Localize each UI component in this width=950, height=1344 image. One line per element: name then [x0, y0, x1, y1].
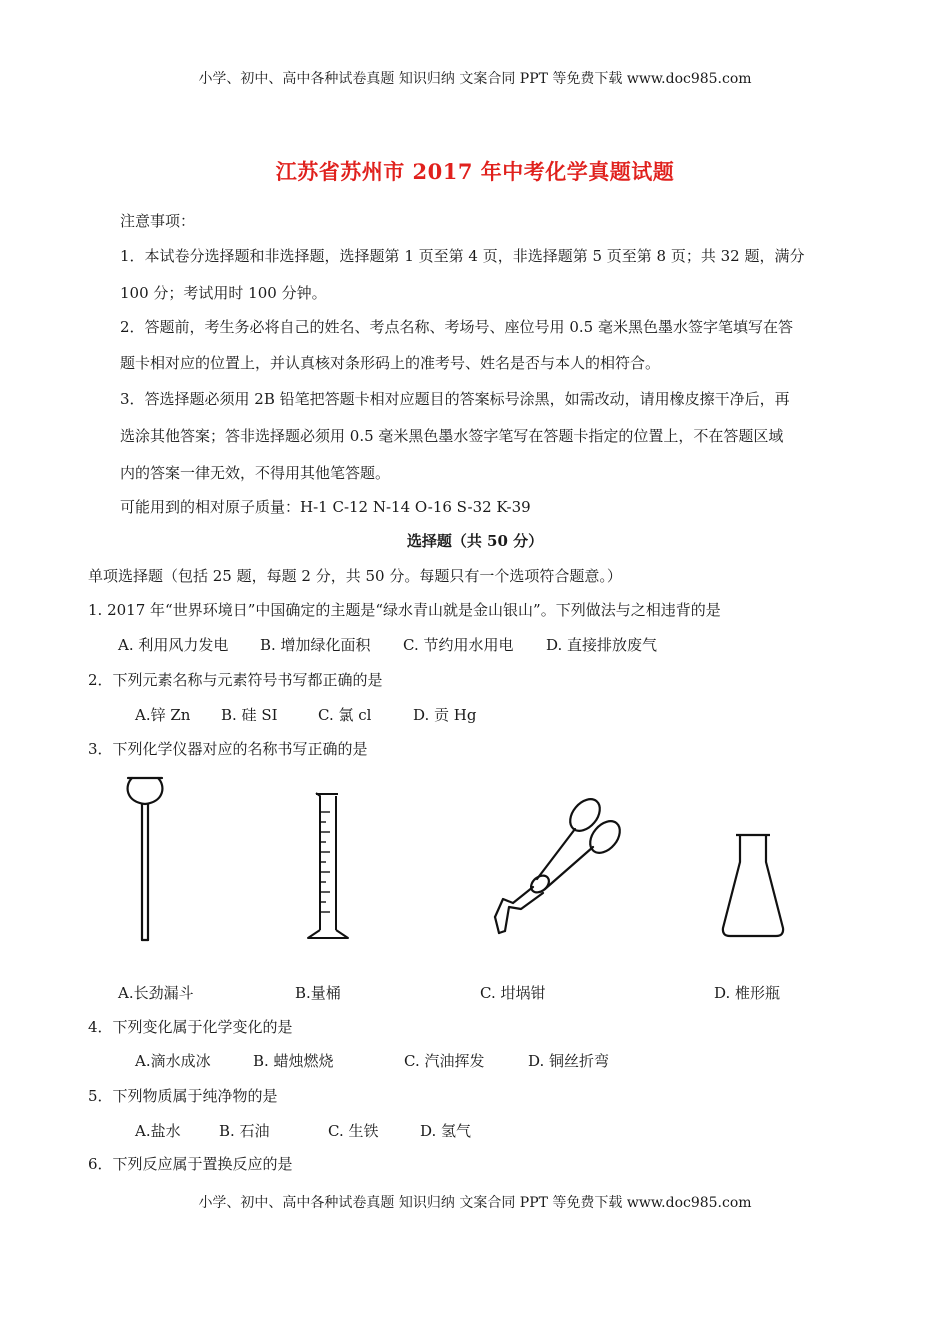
q5-option-d: D. 氢气	[420, 1122, 472, 1140]
notice-line-3: 2．答题前，考生务必将自己的姓名、考点名称、考场号、座位号用 0.5 毫米黑色墨水签字笔填写在答	[120, 318, 793, 336]
q1-option-d: D. 直接排放废气	[546, 636, 658, 654]
atomic-masses: 可能用到的相对原子质量：H-1 C-12 N-14 O-16 S-32 K-39	[120, 498, 531, 516]
section-instruction: 单项选择题（包括 25 题，每题 2 分，共 50 分。每题只有一个选项符合题意。）	[88, 567, 622, 585]
notice-line-2: 100 分；考试用时 100 分钟。	[120, 284, 327, 302]
q4-option-c: C. 汽油挥发	[404, 1052, 485, 1070]
q5-option-a: A.盐水	[135, 1122, 181, 1140]
page-footer: 小学、初中、高中各种试卷真题 知识归纳 文案合同 PPT 等免费下载 www.doc985.com	[198, 1195, 752, 1211]
q4-option-a: A.滴水成冰	[135, 1052, 211, 1070]
q1-option-b: B. 增加绿化面积	[260, 636, 371, 654]
question-3-stem: 3．下列化学仪器对应的名称书写正确的是	[88, 740, 368, 758]
page-header: 小学、初中、高中各种试卷真题 知识归纳 文案合同 PPT 等免费下载 www.doc985.com	[198, 71, 752, 87]
notice-heading: 注意事项：	[120, 212, 196, 230]
notice-line-6: 选涂其他答案；答非选择题必须用 0.5 毫米黑色墨水签字笔写在答题卡指定的位置上，不在答题区域	[120, 427, 784, 445]
q3-option-d: D. 椎形瓶	[714, 984, 781, 1002]
page-title: 江苏省苏州市 2017 年中考化学真题试题	[275, 159, 675, 184]
graduated-cylinder-icon	[300, 790, 360, 945]
question-5-stem: 5．下列物质属于纯净物的是	[88, 1087, 278, 1105]
notice-line-4: 题卡相对应的位置上，并认真核对条形码上的准考号、姓名是否与本人的相符合。	[120, 354, 661, 372]
notice-line-1: 1．本试卷分选择题和非选择题，选择题第 1 页至第 4 页，非选择题第 5 页至第 8 页；共 32 题，满分	[120, 247, 805, 265]
q2-option-a: A.锌 Zn	[135, 706, 191, 724]
q5-option-c: C. 生铁	[328, 1122, 379, 1140]
q2-option-b: B. 硅 SI	[221, 706, 278, 724]
q1-option-a: A. 利用风力发电	[118, 636, 229, 654]
q2-option-c: C. 氯 cl	[318, 706, 372, 724]
q3-option-b: B.量桶	[295, 984, 341, 1002]
conical-flask-icon	[718, 828, 788, 943]
notice-line-7: 内的答案一律无效，不得用其他笔答题。	[120, 464, 391, 482]
q3-option-c: C. 坩埚钳	[480, 984, 546, 1002]
notice-line-5: 3．答选择题必须用 2B 铅笔把答题卡相对应题目的答案标号涂黑，如需改动，请用橡皮擦干净后，再	[120, 390, 790, 408]
question-4-stem: 4．下列变化属于化学变化的是	[88, 1018, 293, 1036]
q2-option-d: D. 贡 Hg	[413, 706, 477, 724]
crucible-tongs-icon	[485, 795, 625, 940]
question-1-stem: 1. 2017 年“世界环境日”中国确定的主题是“绿水青山就是金山银山”。下列做法与之相违背的是	[88, 601, 721, 619]
q4-option-d: D. 铜丝折弯	[528, 1052, 610, 1070]
q4-option-b: B. 蜡烛燃烧	[253, 1052, 334, 1070]
q3-option-a: A.长劲漏斗	[118, 984, 194, 1002]
q5-option-b: B. 石油	[219, 1122, 270, 1140]
section-title: 选择题（共 50 分）	[406, 532, 544, 550]
q1-option-c: C. 节约用水用电	[403, 636, 514, 654]
question-6-stem: 6．下列反应属于置换反应的是	[88, 1155, 293, 1173]
long-neck-funnel-icon	[118, 772, 178, 947]
question-2-stem: 2．下列元素名称与元素符号书写都正确的是	[88, 671, 383, 689]
